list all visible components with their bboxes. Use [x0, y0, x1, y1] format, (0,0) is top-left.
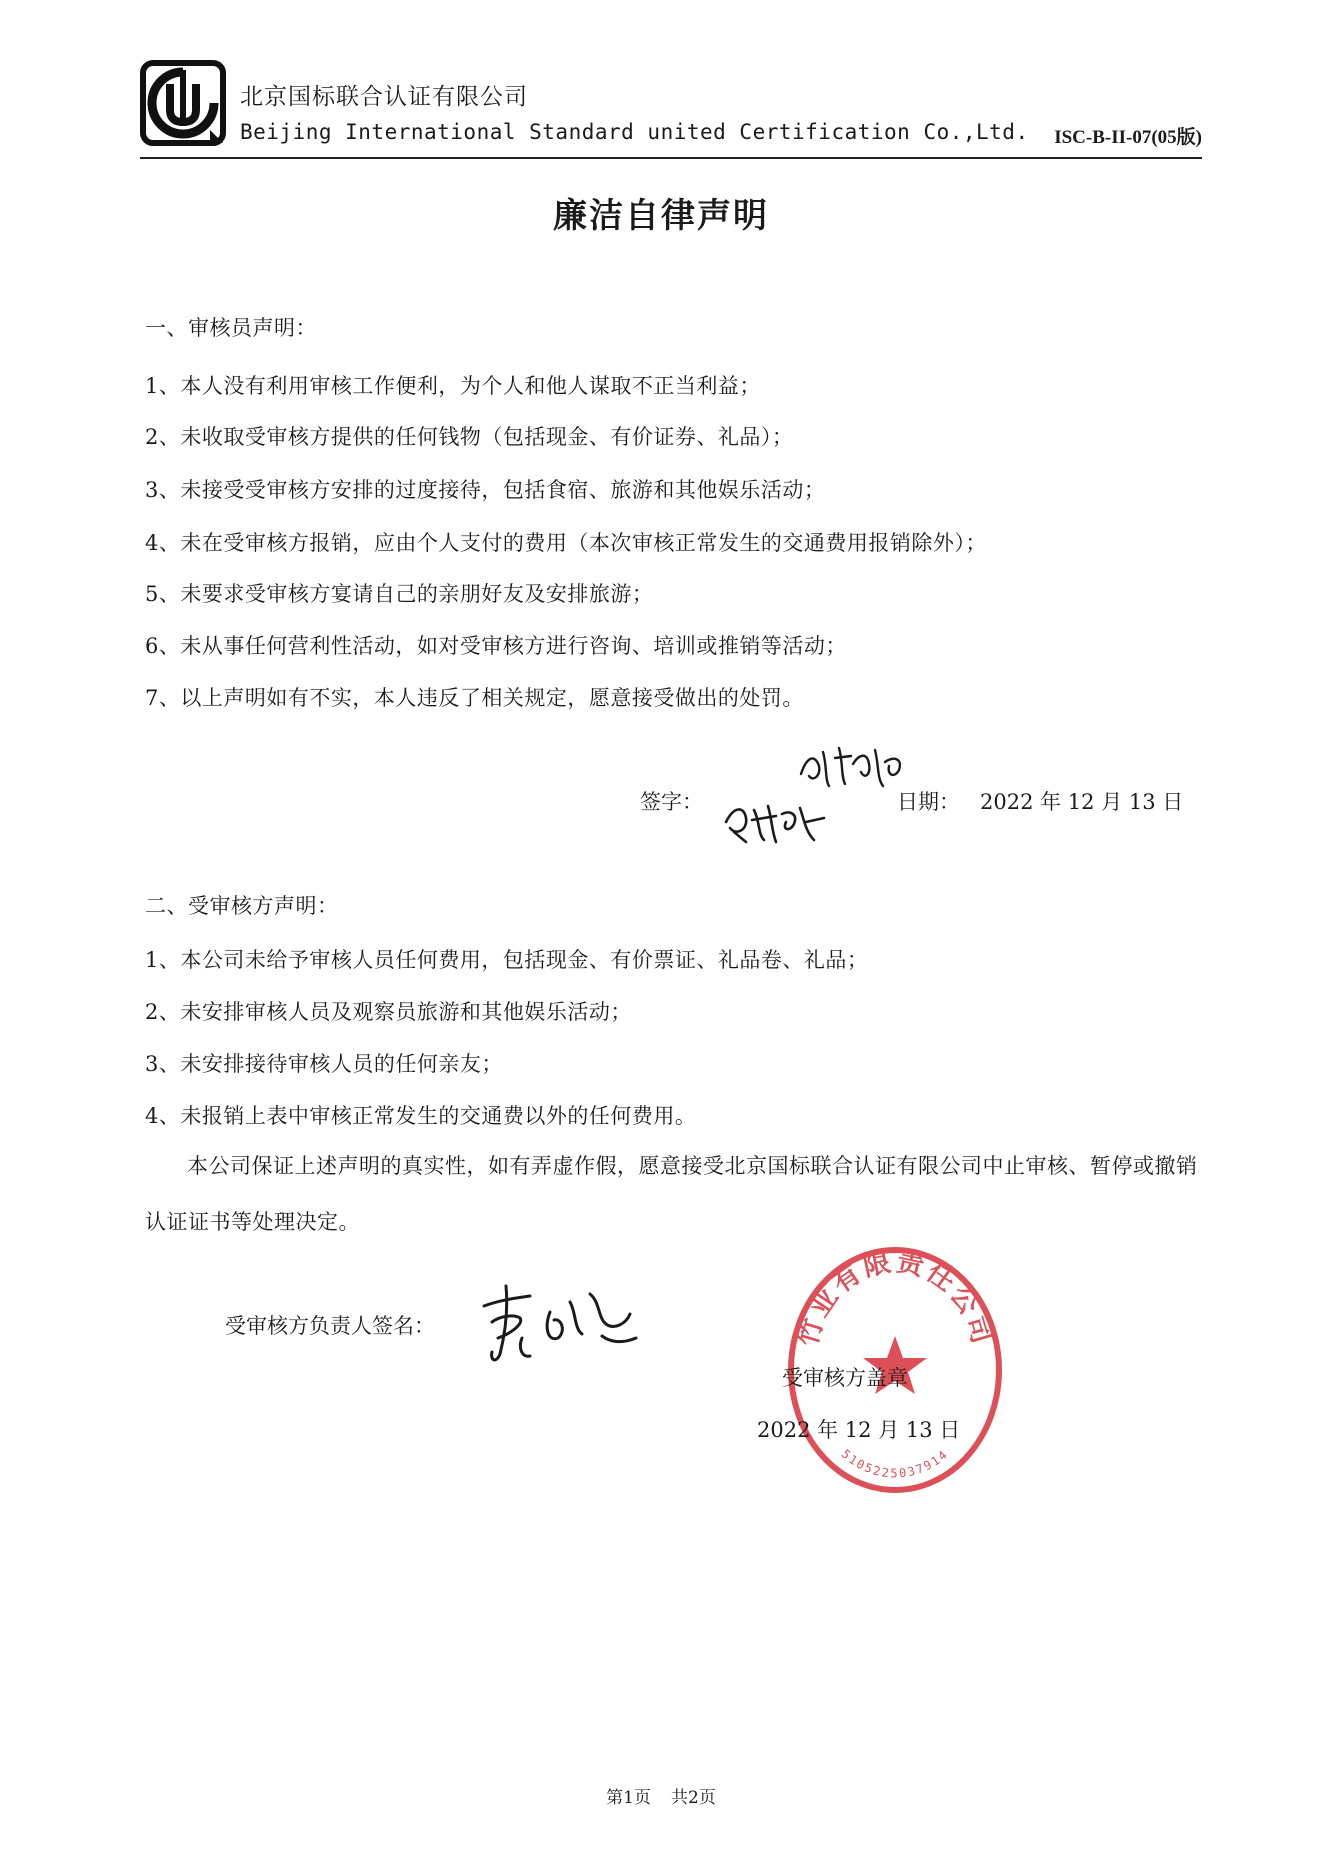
- auditee-item-2: 2、未安排审核人员及观察员旅游和其他娱乐活动；: [145, 1000, 632, 1024]
- company-name-en: Beijing International Standard united Certification Co.,Ltd.: [240, 120, 1029, 144]
- page-footer: [0, 1783, 1322, 1808]
- auditor-signature-2: [720, 792, 830, 848]
- auditee-seal-label: 受审核方盖章: [782, 1366, 908, 1390]
- seal-text: 竹业有限责任公司: [792, 1246, 998, 1350]
- auditor-item-7: 7、以上声明如有不实，本人违反了相关规定，愿意接受做出的处罚。: [145, 686, 804, 710]
- auditee-responsible-signature: [470, 1272, 650, 1372]
- auditor-signature-1: [795, 736, 910, 794]
- header-divider: [140, 157, 1202, 159]
- auditor-sign-label: 签字：: [640, 790, 703, 814]
- auditor-item-2: 2、未收取受审核方提供的任何钱物（包括现金、有价证券、礼品）；: [145, 425, 794, 449]
- document-code: ISC-B-II-07(05版): [1054, 127, 1202, 148]
- svg-text:竹业有限责任公司: [792, 1246, 998, 1350]
- company-name-cn: 北京国标联合认证有限公司: [240, 84, 528, 110]
- page-title: 廉洁自律声明: [553, 196, 769, 236]
- auditor-item-3: 3、未接受受审核方安排的过度接待，包括食宿、旅游和其他娱乐活动；: [145, 478, 826, 502]
- auditee-guarantee-paragraph: 本公司保证上述声明的真实性，如有弄虚作假，愿意接受北京国标联合认证有限公司中止审核、暂停或撤销认证证书等处理决定。: [145, 1154, 1198, 1234]
- auditor-item-5: 5、未要求受审核方宴请自己的亲朋好友及安排旅游；: [145, 582, 654, 606]
- auditor-item-6: 6、未从事任何营利性活动，如对受审核方进行咨询、培训或推销等活动；: [145, 634, 847, 658]
- auditee-section-heading: 二、受审核方声明：: [145, 894, 339, 918]
- auditee-responsible-label: 受审核方负责人签名：: [225, 1314, 435, 1338]
- isc-logo-icon: [140, 60, 226, 146]
- auditee-item-4: 4、未报销上表中审核正常发生的交通费以外的任何费用。: [145, 1104, 697, 1128]
- auditor-date-label: 日期：: [897, 790, 960, 814]
- auditor-date-value: 2022 年 12 月 13 日: [980, 790, 1184, 814]
- svg-text:5105225037914: [839, 1447, 952, 1481]
- auditor-item-4: 4、未在受审核方报销，应由个人支付的费用（本次审核正常发生的交通费用报销除外）；: [145, 531, 987, 555]
- page-total: 共2页: [671, 1788, 716, 1808]
- seal-number: 5105225037914: [838, 1446, 952, 1481]
- auditee-item-1: 1、本公司未给予审核人员任何费用，包括现金、有价票证、礼品卷、礼品；: [145, 948, 869, 972]
- auditee-item-3: 3、未安排接待审核人员的任何亲友；: [145, 1052, 503, 1076]
- auditee-seal-date: 2022 年 12 月 13 日: [757, 1418, 961, 1442]
- auditor-item-1: 1、本人没有利用审核工作便利，为个人和他人谋取不正当利益；: [145, 374, 761, 398]
- page-number: 第1页: [606, 1788, 651, 1808]
- auditor-section-heading: 一、审核员声明：: [145, 316, 317, 340]
